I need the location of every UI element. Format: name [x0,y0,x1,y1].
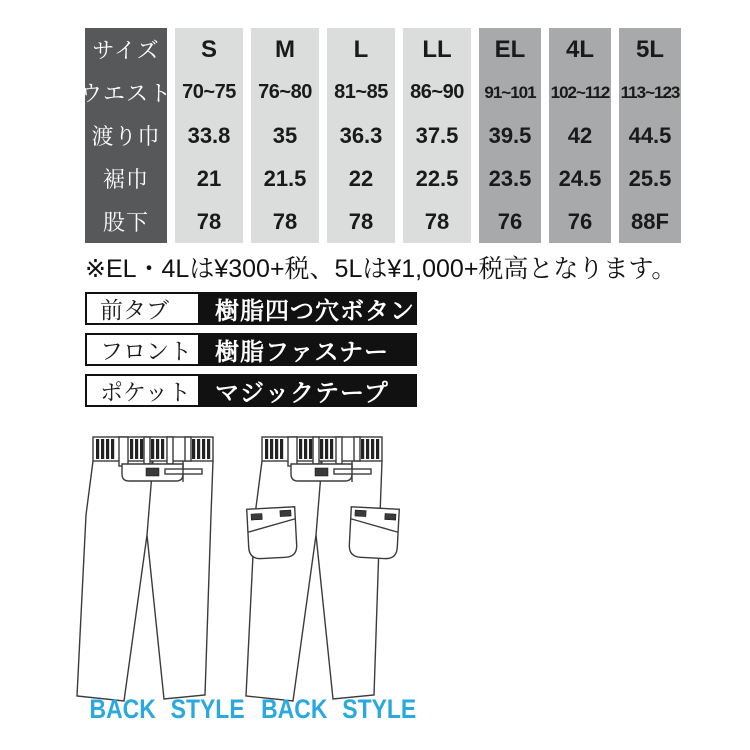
mata-value: 78 [348,208,374,234]
size-table-row-headers [80,28,173,243]
size-column-4l [549,28,611,243]
size-table [80,28,681,243]
price-note: ※EL・4Lは¥300+税、5Lは¥1,000+税高となります。 [85,255,677,283]
spec-label: ポケット [85,374,200,407]
mata-value: 78 [424,208,450,234]
size-label: 5L [635,35,664,63]
suso-value: 25.5 [628,165,672,191]
waist-value: 91~101 [484,82,536,102]
mata-value: 78 [196,208,222,234]
waist-value: 113~123 [620,82,680,102]
back-style-caption-left: BACK STYLE [89,694,245,724]
row-header-size: サイズ [92,38,160,63]
waist-value: 76~80 [258,81,312,103]
pants-plain-back-drawing [77,437,213,701]
size-column-s [175,28,243,243]
spec-row-front-tab [85,292,417,325]
size-label: M [275,35,295,63]
mata-value: 78 [272,208,298,234]
suso-value: 21.5 [263,165,307,191]
waist-value: 102~112 [550,82,610,102]
waist-value: 86~90 [410,81,464,103]
size-label: L [353,35,369,63]
size-label: 4L [565,35,594,63]
cargo-pocket-right [349,507,400,559]
back-style-caption-right: BACK STYLE [261,694,417,724]
suso-value: 22.5 [415,165,459,191]
size-label: EL [494,35,526,63]
size-column-l [327,28,395,243]
mata-value: 88F [631,208,669,234]
cargo-pocket-left [247,507,298,559]
suso-value: 21 [196,165,222,191]
size-column-el [479,28,541,243]
size-label: LL [422,35,452,63]
waist-value: 70~75 [182,81,236,103]
size-column-5l [619,28,681,243]
spec-row-pocket [85,374,417,407]
mata-value: 76 [497,208,523,234]
pants-cargo-back-drawing [246,437,399,701]
spec-label: フロント [85,333,200,366]
watari-value: 42 [567,122,593,148]
spec-row-front [85,333,417,366]
watari-value: 35 [272,122,298,148]
suso-value: 22 [348,165,374,191]
spec-rows [85,292,417,407]
waist-value: 81~85 [334,81,388,103]
watari-value: 37.5 [415,122,459,148]
watari-value: 33.8 [187,122,231,148]
watari-value: 44.5 [628,122,672,148]
spec-value: マジックテープ [200,374,417,407]
size-column-m [251,28,319,243]
row-header-suso: 裾巾 [102,167,149,192]
row-header-mata: 股下 [102,210,149,235]
spec-value: 樹脂四つ穴ボタン [200,292,417,325]
watari-value: 36.3 [339,122,383,148]
suso-value: 23.5 [488,165,532,191]
size-label: S [200,35,217,63]
spec-label: 前タブ [85,292,200,325]
row-header-waist: ウエスト [80,81,173,106]
mata-value: 76 [567,208,593,234]
row-header-watari: 渡り巾 [91,124,161,149]
watari-value: 39.5 [488,122,532,148]
spec-value: 樹脂ファスナー [200,333,417,366]
pants-back-figures [40,425,460,717]
size-column-ll [403,28,471,243]
suso-value: 24.5 [558,165,602,191]
